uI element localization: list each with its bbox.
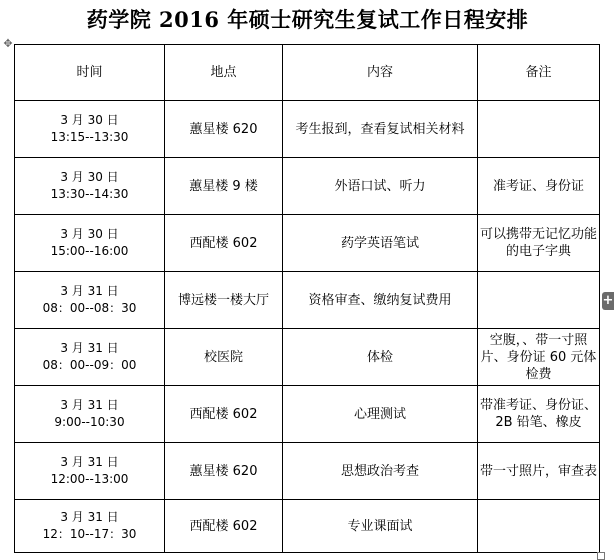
content-cell: 资格审查、缴纳复试费用: [283, 272, 478, 329]
place-cell: 校医院: [165, 329, 283, 386]
content-cell: 考生报到，查看复试相关材料: [283, 101, 478, 158]
time-text: 08：00--08：30: [42, 301, 137, 315]
note-cell: [478, 101, 600, 158]
place-cell: 蕙星楼 9 楼: [165, 158, 283, 215]
time-cell: [15, 500, 165, 553]
date-text: 3 月 31 日: [60, 398, 119, 412]
resize-handle-icon[interactable]: [597, 552, 605, 560]
place-cell: 博远楼一楼大厅: [165, 272, 283, 329]
content-cell: 心理测试: [283, 386, 478, 443]
date-text: 3 月 31 日: [60, 455, 119, 469]
time-cell: [15, 158, 165, 215]
table-header-row: [15, 45, 600, 101]
time-text: 9:00--10:30: [54, 415, 125, 429]
note-cell: 带一寸照片，审查表: [478, 443, 600, 500]
note-cell: [478, 272, 600, 329]
table-row: [15, 101, 600, 158]
header-place: 地点: [165, 45, 283, 101]
time-text: 12:00--13:00: [50, 472, 129, 486]
time-text: 15:00--16:00: [50, 244, 129, 258]
time-text: 13:30--14:30: [50, 187, 129, 201]
table-row: [15, 443, 600, 500]
time-cell: [15, 443, 165, 500]
place-cell: 蕙星楼 620: [165, 101, 283, 158]
table-row: [15, 329, 600, 386]
time-text: 08：00--09：00: [42, 358, 137, 372]
move-arrows-icon[interactable]: ✥: [3, 37, 13, 50]
date-text: 3 月 30 日: [60, 227, 119, 241]
place-cell: 西配楼 602: [165, 500, 283, 553]
content-cell: 体检: [283, 329, 478, 386]
note-cell: 准考证、身份证: [478, 158, 600, 215]
header-content: 内容: [283, 45, 478, 101]
note-cell: 空腹，、带一寸照片、身份证 60 元体检费: [478, 329, 600, 386]
time-cell: [15, 329, 165, 386]
date-text: 3 月 30 日: [60, 113, 119, 127]
content-cell: 外语口试、听力: [283, 158, 478, 215]
time-cell: [15, 272, 165, 329]
table-row: [15, 272, 600, 329]
date-text: 3 月 31 日: [60, 284, 119, 298]
content-cell: 专业课面试: [283, 500, 478, 553]
table-row: [15, 158, 600, 215]
date-text: 3 月 31 日: [60, 510, 119, 524]
plus-icon[interactable]: +: [602, 293, 614, 308]
time-cell: [15, 386, 165, 443]
page-title: 药学院 2016 年硕士研究生复试工作日程安排: [86, 7, 529, 32]
table-row: [15, 215, 600, 272]
header-time: 时间: [15, 45, 165, 101]
content-cell: 思想政治考查: [283, 443, 478, 500]
date-text: 3 月 31 日: [60, 341, 119, 355]
date-text: 3 月 30 日: [60, 170, 119, 184]
note-cell: 可以携带无记忆功能的电子字典: [478, 215, 600, 272]
schedule-table: [14, 44, 600, 553]
time-cell: [15, 215, 165, 272]
note-cell: 带准考证、身份证、2B 铅笔、橡皮: [478, 386, 600, 443]
time-cell: [15, 101, 165, 158]
time-text: 13:15--13:30: [50, 130, 129, 144]
table-row: [15, 500, 600, 553]
place-cell: 蕙星楼 620: [165, 443, 283, 500]
table-row: [15, 386, 600, 443]
note-cell: [478, 500, 600, 553]
place-cell: 西配楼 602: [165, 386, 283, 443]
place-cell: 西配楼 602: [165, 215, 283, 272]
content-cell: 药学英语笔试: [283, 215, 478, 272]
time-text: 12：10--17：30: [42, 527, 137, 541]
header-note: 备注: [478, 45, 600, 101]
